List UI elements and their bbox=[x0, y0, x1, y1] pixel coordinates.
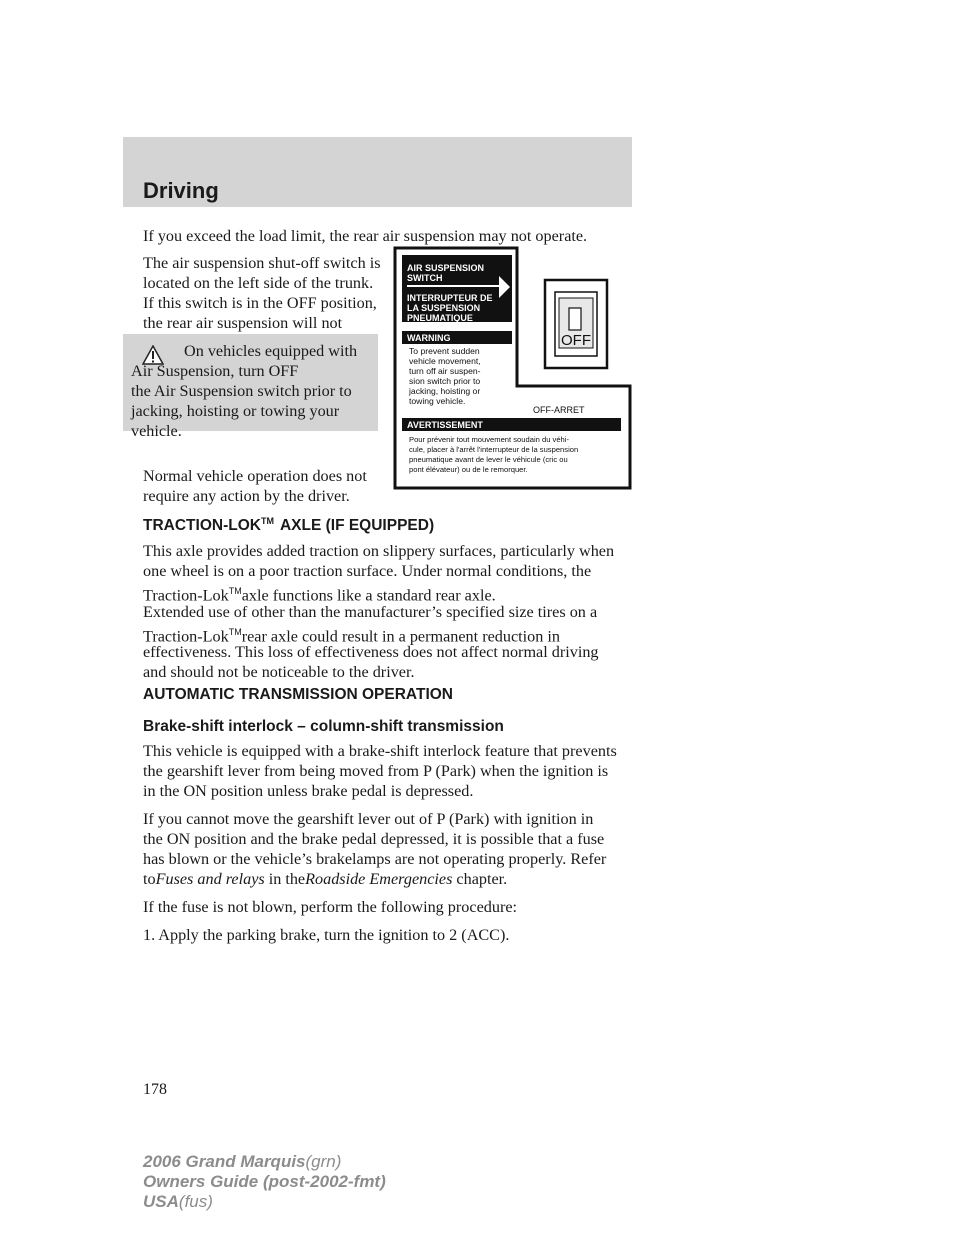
label-title-en-1: AIR SUSPENSION bbox=[407, 263, 485, 273]
svg-text:towing vehicle.: towing vehicle. bbox=[409, 396, 466, 406]
label-avert-head: AVERTISSEMENT bbox=[407, 420, 483, 430]
section-title: Driving bbox=[143, 178, 219, 203]
svg-text:turn off air suspen-: turn off air suspen- bbox=[409, 366, 481, 376]
air-suspension-label-figure bbox=[393, 246, 632, 490]
label-warning-head: WARNING bbox=[407, 333, 451, 343]
svg-text:sion switch prior to: sion switch prior to bbox=[409, 376, 481, 386]
label-title-fr-1: INTERRUPTEUR DE bbox=[407, 293, 493, 303]
brake-shift-subheading: Brake-shift interlock – column-shift transmission bbox=[143, 718, 504, 735]
label-title-fr-3: PNEUMATIQUE bbox=[407, 313, 473, 323]
footer: 2006 Grand Marquis(grn) Owners Guide (post-2002-fmt) USA(fus) bbox=[143, 1152, 386, 1211]
intro-paragraph: If you exceed the load limit, the rear air suspension may not operate. bbox=[143, 227, 588, 245]
svg-text:cule, placer à l'arrêt l'inter: cule, placer à l'arrêt l'interrupteur de la suspension bbox=[409, 445, 579, 454]
label-off-arret: OFF-ARRET bbox=[533, 405, 585, 415]
auto-transmission-heading: AUTOMATIC TRANSMISSION OPERATION bbox=[143, 686, 453, 703]
traction-heading: TRACTION-LOK™ AXLE (IF EQUIPPED) bbox=[143, 516, 435, 535]
svg-text:To prevent sudden: To prevent sudden bbox=[409, 346, 480, 356]
warning-text: On vehicles equipped with Air Suspension, turn OFF the Air Suspension switch prior to jacking, hoisting or towing your vehicle. bbox=[131, 342, 358, 440]
svg-text:vehicle movement,: vehicle movement, bbox=[409, 356, 481, 366]
svg-text:Pour prévenir tout mouvement s: Pour prévenir tout mouvement soudain du véhi- bbox=[409, 435, 569, 444]
label-title-en-2: SWITCH bbox=[407, 273, 443, 283]
svg-text:jacking, hoisting or: jacking, hoisting or bbox=[409, 386, 481, 396]
page-number: 178 bbox=[143, 1081, 167, 1098]
svg-text:pont élévateur) ou de le remor: pont élévateur) ou de le remorquer. bbox=[409, 465, 528, 474]
rocker-switch-graphic bbox=[545, 280, 607, 368]
switch-off-text: OFF bbox=[561, 332, 591, 349]
label-title-fr-2: LA SUSPENSION bbox=[407, 303, 481, 313]
auto-paragraph-3: If the fuse is not blown, perform the following procedure: bbox=[143, 898, 518, 916]
svg-text:pneumatique avant de lever le: pneumatique avant de lever le véhicule (cric ou bbox=[409, 455, 568, 464]
procedure-step-1: 1. Apply the parking brake, turn the ignition to 2 (ACC). bbox=[143, 926, 510, 944]
